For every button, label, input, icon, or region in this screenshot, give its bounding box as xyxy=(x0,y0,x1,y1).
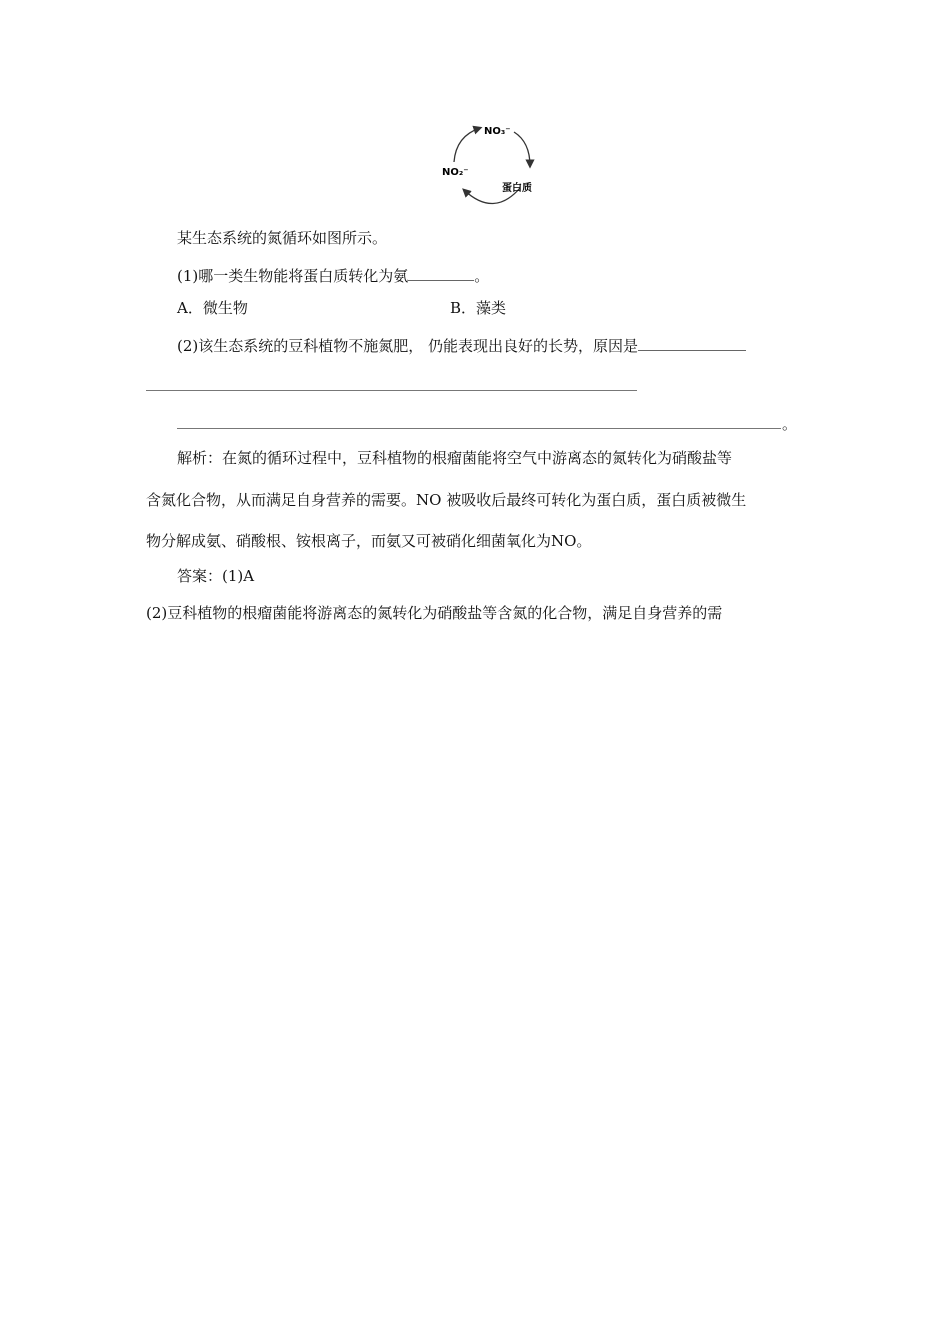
question-1-text: (1)哪一类生物能将蛋白质转化为氨 xyxy=(177,267,409,285)
diagram-label-nitrite: NO₂⁻ xyxy=(442,167,469,178)
arrow-nitrite-to-nitrate xyxy=(454,128,480,162)
question-1-end: 。 xyxy=(474,267,490,285)
option-b: B．藻类 xyxy=(450,299,507,317)
option-a: A．微生物 xyxy=(177,299,248,317)
analysis-line-3: 物分解成氨、硝酸根、铵根离子，而氨又可被硝化细菌氧化为NO。 xyxy=(146,532,592,550)
answer-line-1: 答案：(1)A xyxy=(177,567,255,585)
question-1 xyxy=(177,266,489,286)
answer-blank-2b xyxy=(146,390,637,391)
answer-blank-1 xyxy=(408,266,474,281)
diagram-label-protein: 蛋白质 xyxy=(502,183,532,194)
analysis-line-2: 含氮化合物，从而满足自身营养的需要。NO 被吸收后最终可转化为蛋白质，蛋白质被微生 xyxy=(146,491,747,509)
diagram-label-nitrate: NO₃⁻ xyxy=(484,126,511,137)
analysis-line-1: 解析：在氮的循环过程中，豆科植物的根瘤菌能将空气中游离态的氮转化为硝酸盐等 xyxy=(177,449,733,467)
nitrogen-cycle-diagram xyxy=(436,118,556,210)
answer-line-2: (2)豆科植物的根瘤菌能将游离态的氮转化为硝酸盐等含氮的化合物，满足自身营养的需 xyxy=(146,604,723,622)
question-2-end: 。 xyxy=(782,415,798,433)
question-intro: 某生态系统的氮循环如图所示。 xyxy=(177,229,388,247)
answer-blank-2a xyxy=(638,336,746,351)
question-2-text: (2)该生态系统的豆科植物不施氮肥， 仍能表现出良好的长势，原因是 xyxy=(177,337,639,355)
question-2 xyxy=(177,336,746,356)
arrow-nitrate-to-protein xyxy=(514,132,530,166)
answer-blank-2c xyxy=(177,428,781,429)
